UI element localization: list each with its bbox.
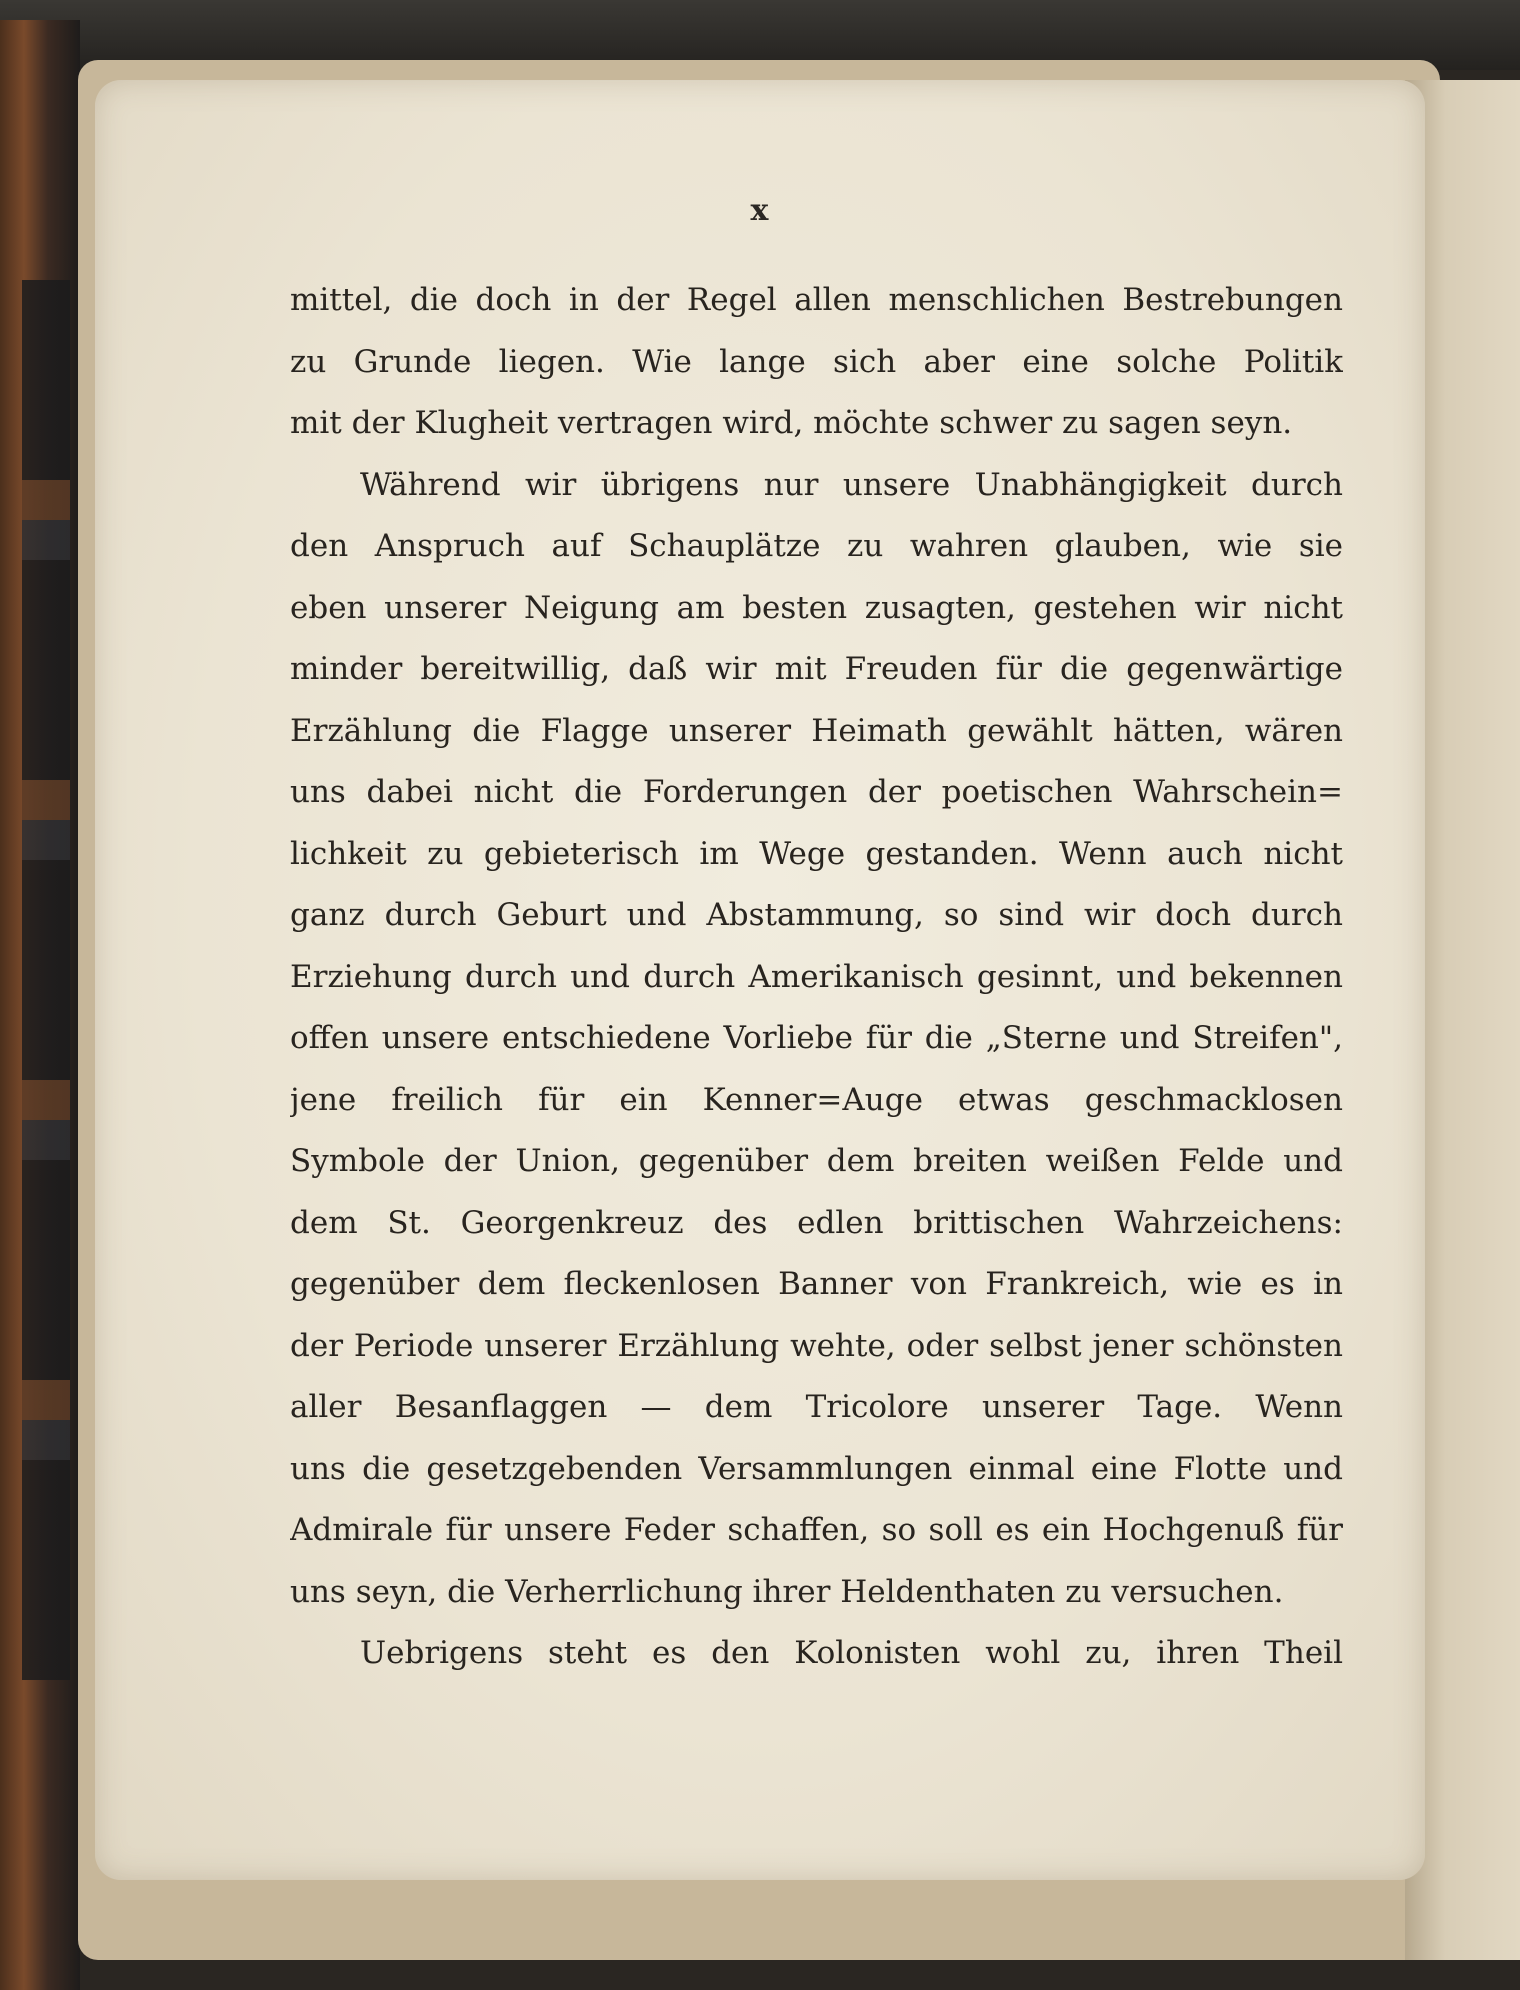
text-line: zu Grunde liegen. Wie lange sich aber eine solche Politik	[290, 343, 1343, 380]
text-line: Uebrigens steht es den Kolonisten wohl zu, ihren Theil	[360, 1635, 1343, 1671]
text-line: Admirale für unsere Feder schaffen, so soll es ein Hochgenuß für	[290, 1512, 1343, 1548]
text-line: dem St. Georgenkreuz des edlen brittischen Wahrzeichens:	[290, 1204, 1343, 1241]
text-line: jene freilich für ein Kenner=Auge etwas geschmacklosen	[290, 1081, 1343, 1118]
text-line: lichkeit zu gebieterisch im Wege gestanden. Wenn auch nicht	[290, 835, 1343, 872]
text-line: eben unserer Neigung am besten zusagten, gestehen wir nicht	[290, 589, 1343, 626]
text-line: mit der Klugheit vertragen wird, möchte schwer zu sagen seyn.	[290, 405, 1293, 441]
text-line: den Anspruch auf Schauplätze zu wahren glauben, wie sie	[290, 528, 1343, 564]
text-line: der Periode unserer Erzählung wehte, oder selbst jener schönsten	[290, 1327, 1343, 1364]
text-line: gegenüber dem fleckenlosen Banner von Frankreich, wie es in	[290, 1266, 1343, 1302]
text-line: aller Besanflaggen — dem Tricolore unserer Tage. Wenn	[290, 1389, 1343, 1425]
book-page	[95, 80, 1425, 1880]
text-line: Erziehung durch und durch Amerikanisch gesinnt, und bekennen	[290, 958, 1343, 995]
text-line: mittel, die doch in der Regel allen menschlichen Bestrebungen	[290, 282, 1343, 318]
text-line: minder bereitwillig, daß wir mit Freuden für die gegenwärtige	[290, 651, 1343, 687]
text-line: offen unsere entschiedene Vorliebe für die „Sterne und Streifen",	[290, 1020, 1343, 1056]
text-line: uns seyn, die Verherrlichung ihrer Heldenthaten zu versuchen.	[290, 1573, 1284, 1610]
text-line: uns dabei nicht die Forderungen der poetischen Wahrschein=	[290, 774, 1343, 810]
text-line: Erzählung die Flagge unserer Heimath gewählt hätten, wären	[290, 712, 1343, 749]
book-binding-left	[0, 20, 80, 1990]
page-number: x	[750, 193, 770, 228]
binding-pattern	[22, 280, 70, 1680]
text-line: ganz durch Geburt und Abstammung, so sind wir doch durch	[290, 897, 1343, 933]
text-line: Symbole der Union, gegenüber dem breiten weißen Felde und	[290, 1143, 1343, 1179]
text-line: uns die gesetzgebenden Versammlungen einmal eine Flotte und	[290, 1450, 1343, 1487]
text-line: Während wir übrigens nur unsere Unabhängigkeit durch	[360, 466, 1343, 503]
body-text	[290, 270, 1343, 1685]
